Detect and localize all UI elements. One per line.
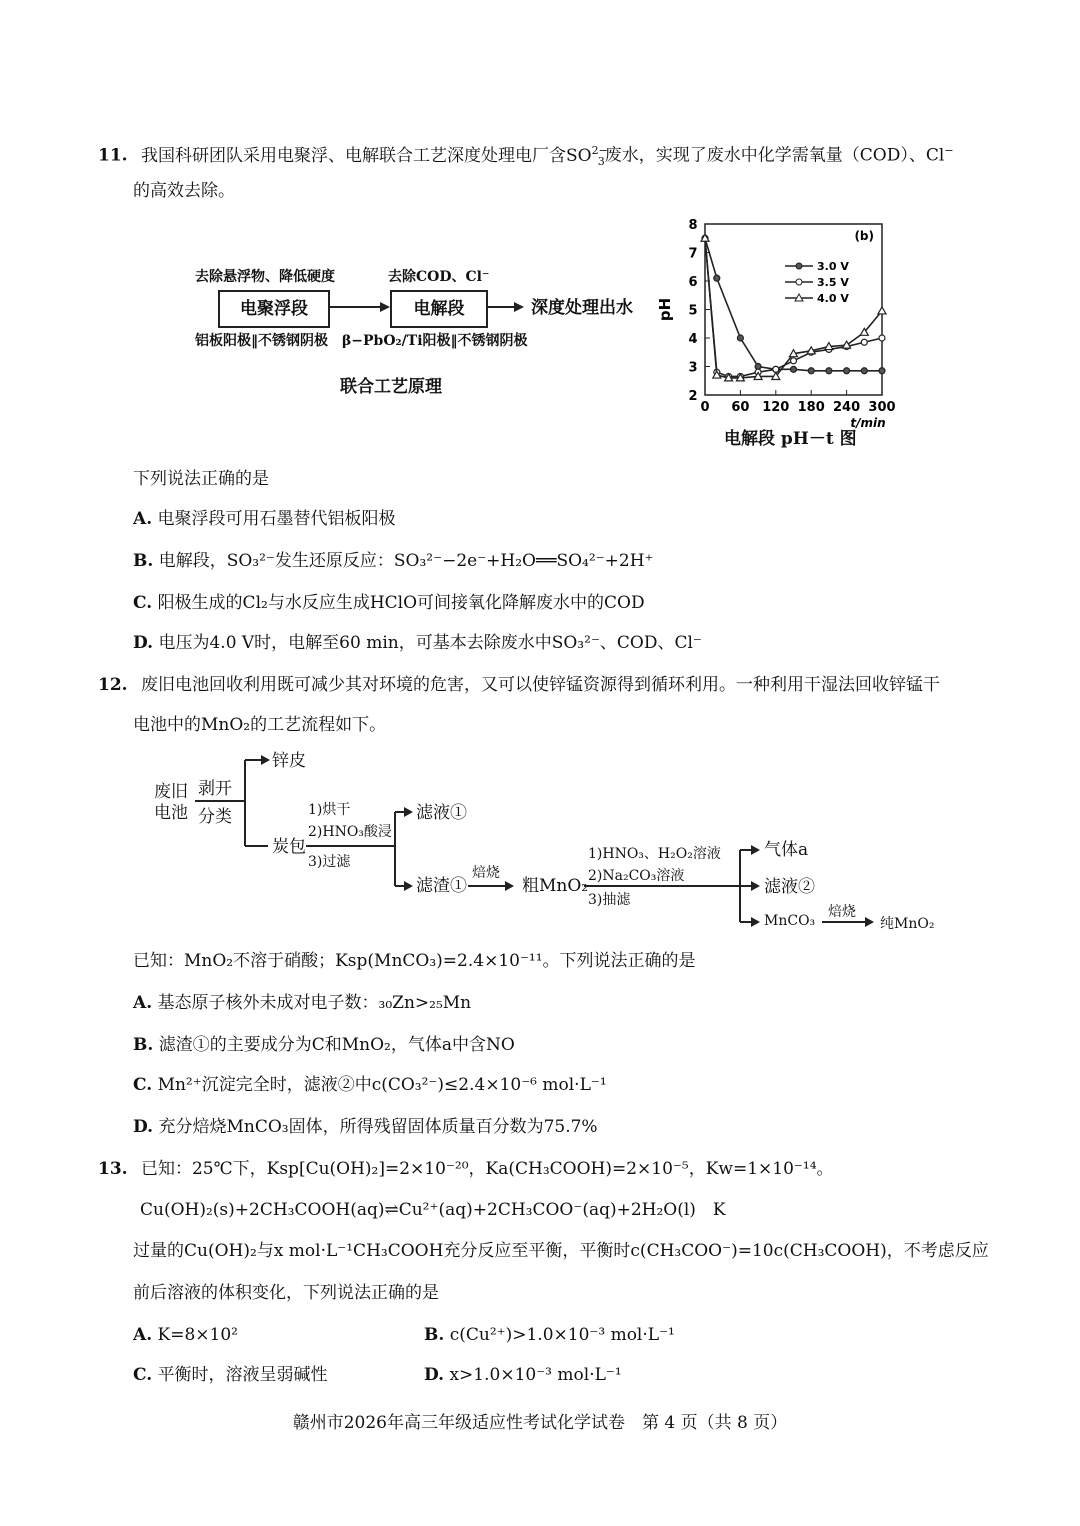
legend-label-2: 4.0 V — [817, 292, 849, 305]
q11-option-d-text: 电压为4.0 V时，电解至60 min，可基本去除废水中SO₃²⁻、COD、Cl⁻ — [158, 633, 702, 653]
flow12-crude: 粗MnO₂ — [522, 876, 589, 896]
q11-line1-text: 我国科研团队采用电聚浮、电解联合工艺深度处理电厂含SO — [140, 145, 592, 166]
y-axis-label: pH — [656, 297, 674, 322]
y-tick-label: 7 — [688, 246, 698, 262]
flow-output: 深度处理出水 — [531, 298, 633, 318]
x-tick-label: 0 — [700, 400, 710, 415]
flow12-step2-1: 1)烘干 — [308, 802, 351, 818]
q13-option-b — [424, 1324, 675, 1346]
legend-label-0: 3.0 V — [817, 260, 849, 273]
x-tick-label: 240 — [833, 400, 861, 415]
q13-option-d-label: D. — [424, 1365, 445, 1385]
flow12-step1-bottom: 分类 — [198, 807, 232, 827]
q13-option-d — [424, 1364, 622, 1386]
q11-line1-rest-sup: − — [944, 144, 954, 157]
flow12-filtrate2: 滤液② — [764, 877, 815, 897]
flow-box-2: 电解段 — [390, 290, 488, 328]
q12-line2: 电池中的MnO₂的工艺流程如下。 — [133, 715, 387, 735]
y-tick-label: 4 — [688, 332, 698, 347]
page-footer: 赣州市2026年高三年级适应性考试化学试卷 第 4 页（共 8 页） — [292, 1413, 788, 1433]
q13-option-c — [133, 1364, 328, 1386]
q11-line1-rest: 废水，实现了废水中化学需氧量（COD）、Cl — [604, 145, 945, 166]
flow12-residue1: 滤渣① — [416, 876, 467, 896]
flow12-step2-2: 2)HNO₃酸浸 — [308, 824, 392, 840]
y-tick-label: 3 — [688, 360, 698, 376]
q13-option-a — [133, 1324, 238, 1346]
q11-option-a-text: 电聚浮段可用石墨替代铝板阳极 — [157, 509, 396, 529]
y-tick-label: 2 — [688, 389, 698, 404]
q12-option-c-text: Mn²⁺沉淀完全时，滤液②中c(CO₃²⁻)≤2.4×10⁻⁶ mol·L⁻¹ — [157, 1075, 607, 1095]
flow12-roast: 焙烧 — [472, 865, 500, 881]
y-tick-label: 5 — [688, 303, 698, 319]
q13-option-a-label: A. — [133, 1325, 153, 1345]
flow12-carbon: 炭包 — [272, 837, 306, 857]
q11-option-a-label: A. — [133, 509, 153, 529]
flow12-step3-1: 1)HNO₃、H₂O₂溶液 — [588, 846, 721, 862]
q13-option-c-label: C. — [133, 1365, 153, 1385]
q11-number: 11. — [98, 145, 128, 166]
q12-option-b-label: B. — [133, 1035, 154, 1055]
flow12-roast2: 焙烧 — [828, 904, 856, 920]
q13-line1 — [98, 1158, 834, 1180]
q13-option-b-text: c(Cu²⁺)>1.0×10⁻³ mol·L⁻¹ — [449, 1325, 675, 1345]
q11-stem: 下列说法正确的是 — [133, 469, 269, 489]
q11-option-d-label: D. — [133, 633, 154, 653]
q12-option-a-text: 基态原子核外未成对电子数：₃₀Zn>₂₅Mn — [157, 993, 472, 1013]
q12-option-b — [133, 1034, 515, 1056]
q13-equation: Cu(OH)₂(s)+2CH₃COOH(aq)⇌Cu²⁺(aq)+2CH₃COO⁻(aq)+2H₂O(l) K — [140, 1200, 726, 1220]
flow12-start-2: 电池 — [154, 803, 188, 823]
q11-line2: 的高效去除。 — [133, 181, 235, 201]
chart-annotation: (b) — [854, 229, 874, 243]
flow12-step1-top: 剥开 — [198, 779, 232, 799]
q12-option-b-text: 滤渣①的主要成分为C和MnO₂，气体a中含NO — [158, 1035, 515, 1055]
legend-label-1: 3.5 V — [817, 276, 849, 289]
q13-option-b-label: B. — [424, 1325, 445, 1345]
flow12-filtrate1: 滤液① — [416, 803, 467, 823]
q13-line1-text: 已知：25℃下，Ksp[Cu(OH)₂]=2×10⁻²⁰，Ka(CH₃COOH)=2×10⁻⁵，Kw=1×10⁻¹⁴。 — [140, 1159, 834, 1179]
flow-label-bottom-right: β−PbO₂/Ti阳极‖不锈钢阴极 — [342, 333, 528, 349]
flow-caption: 联合工艺原理 — [340, 377, 442, 397]
q12-option-d-label: D. — [133, 1117, 154, 1137]
flow-box-1: 电聚浮段 — [218, 290, 330, 328]
flow12-step3-3: 3)抽滤 — [588, 892, 631, 908]
q13-line4: 前后溶液的体积变化，下列说法正确的是 — [133, 1283, 439, 1303]
q13-option-d-text: x>1.0×10⁻³ mol·L⁻¹ — [449, 1365, 622, 1385]
q13-line3: 过量的Cu(OH)₂与x mol·L⁻¹CH₃COOH充分反应至平衡，平衡时c(CH₃COO⁻)=10c(CH₃COOH)，不考虑反应 — [133, 1241, 989, 1261]
x-tick-label: 60 — [731, 400, 750, 415]
chart-caption: 电解段 pH－t 图 — [724, 429, 857, 449]
y-tick-label: 6 — [688, 275, 698, 290]
q11-option-b-label: B. — [133, 551, 154, 571]
x-tick-label: 180 — [797, 400, 825, 415]
y-tick-label: 8 — [688, 218, 698, 233]
flow12-zinc: 锌皮 — [272, 751, 306, 771]
flow-label-top-left: 去除悬浮物、降低硬度 — [195, 269, 335, 285]
q11-option-b-text: 电解段，SO₃²⁻发生还原反应：SO₃²⁻−2e⁻+H₂O══SO₄²⁻+2H⁺ — [158, 551, 654, 571]
q11-sub: 3 — [597, 155, 605, 169]
q11-option-c-label: C. — [133, 593, 153, 613]
flow12-start-1: 废旧 — [154, 782, 188, 802]
q12-option-c-label: C. — [133, 1075, 153, 1095]
q13-number: 13. — [98, 1159, 128, 1179]
q13-option-a-text: K=8×10² — [157, 1325, 238, 1345]
q12-option-a — [133, 992, 471, 1014]
q13-option-c-text: 平衡时，溶液呈弱碱性 — [157, 1365, 328, 1385]
q11-sup: 2− — [591, 144, 608, 157]
q12-option-d-text: 充分焙烧MnCO₃固体，所得残留固体质量百分数为75.7% — [158, 1117, 598, 1137]
q12-line1-text: 废旧电池回收利用既可减少其对环境的危害，又可以使锌锰资源得到循环利用。一种利用干湿法回收锌锰干 — [140, 675, 940, 695]
q12-known: 已知：MnO₂不溶于硝酸；Ksp(MnCO₃)=2.4×10⁻¹¹。下列说法正确的是 — [133, 951, 696, 971]
flow12-gas: 气体a — [764, 840, 809, 860]
x-tick-label: 120 — [762, 400, 790, 415]
flow12-step3-2: 2)Na₂CO₃溶液 — [588, 868, 685, 884]
flow-label-top-right: 去除COD、Cl⁻ — [388, 269, 490, 285]
x-tick-label: 300 — [868, 400, 896, 415]
flow12-mnco3: MnCO₃ — [764, 913, 816, 929]
flow12-step2-3: 3)过滤 — [308, 854, 351, 870]
q11-option-c-text: 阳极生成的Cl₂与水反应生成HClO可间接氧化降解废水中的COD — [157, 593, 645, 613]
flow12-pure: 纯MnO₂ — [880, 916, 935, 932]
q12-option-d — [133, 1116, 598, 1138]
q12-option-c — [133, 1074, 607, 1096]
q12-number: 12. — [98, 675, 128, 695]
flow-label-bottom-left: 铝板阳极‖不锈钢阴极 — [195, 333, 328, 349]
q12-option-a-label: A. — [133, 993, 153, 1013]
x-axis-label: t/min — [850, 416, 886, 430]
